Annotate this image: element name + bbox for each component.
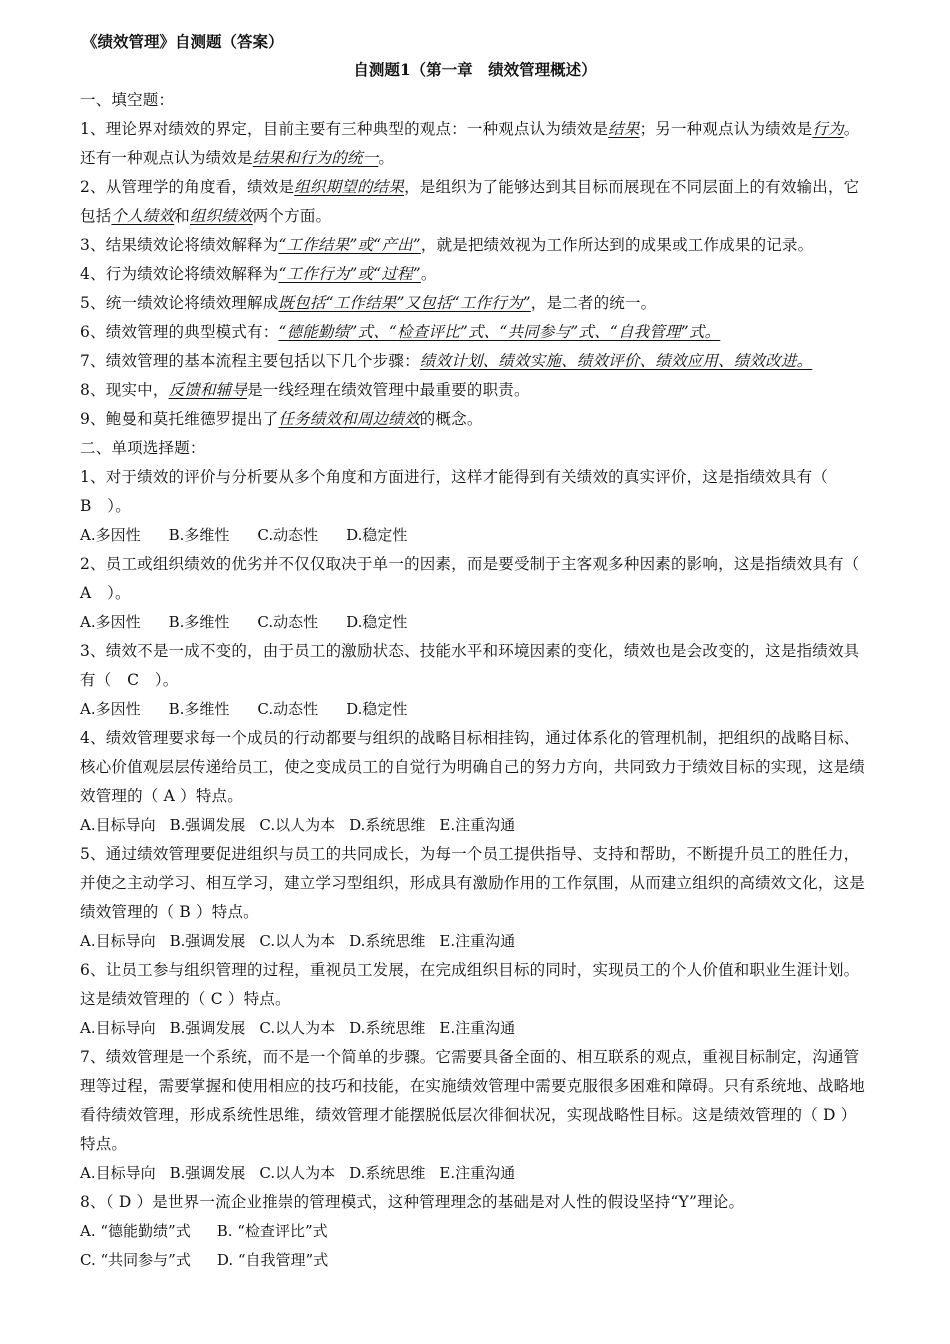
option-e: E.注重沟通 bbox=[439, 1164, 516, 1182]
choice-question-5: 5、通过绩效管理要促进组织与员工的共同成长，为每一个员工提供指导、支持和帮助，不断提升员工的胜任力，并使之主动学习、相互学习，建立学习型组织，形成具有激励作用的工作氛围，从而建立组织的高绩效文化，这是绩效管理的（ B ）特点。 bbox=[80, 845, 866, 921]
answer-blank: 既包括“工作结果”又包括“工作行为” bbox=[278, 294, 531, 312]
option-d: D.系统思维 bbox=[349, 932, 426, 950]
option-c: C.以人为本 bbox=[259, 816, 336, 834]
option-b: B.强调发展 bbox=[169, 816, 246, 834]
option-b: B.多维性 bbox=[168, 613, 230, 631]
fill-question-5: 5、统一绩效论将绩效理解成既包括“工作结果”又包括“工作行为”，是二者的统一。 bbox=[80, 294, 657, 312]
option-c: C. “共同参与”式 bbox=[80, 1251, 191, 1269]
option-b: B.多维性 bbox=[168, 526, 230, 544]
answer-blank: “德能勤绩”式、“检查评比”式、“共同参与”式、“自我管理”式。 bbox=[278, 323, 721, 341]
choice-question-8: 8、（ D ）是世界一流企业推崇的管理模式，这种管理理念的基础是对人性的假设坚持“Y”理论。 bbox=[80, 1193, 745, 1211]
choice-options bbox=[80, 1159, 870, 1187]
option-b: B. “检查评比”式 bbox=[216, 1222, 328, 1240]
choice-options bbox=[80, 1217, 870, 1245]
option-a: A.目标导向 bbox=[80, 1019, 156, 1037]
fill-question-3: 3、结果绩效论将绩效解释为“工作结果”或“产出”，就是把绩效视为工作所达到的成果或工作成果的记录。 bbox=[80, 236, 814, 254]
option-e: E.注重沟通 bbox=[439, 816, 516, 834]
choice-options bbox=[80, 1246, 870, 1274]
fill-question-8: 8、现实中，反馈和辅导是一线经理在绩效管理中最重要的职责。 bbox=[80, 381, 530, 399]
document-page bbox=[80, 30, 876, 1275]
option-e: E.注重沟通 bbox=[439, 932, 516, 950]
option-b: B.多维性 bbox=[168, 700, 230, 718]
answer-blank: 个人绩效 bbox=[111, 207, 175, 225]
choice-options bbox=[80, 695, 870, 723]
fill-question-2: 2、从管理学的角度看，绩效是组织期望的结果，是组织为了能够达到其目标而展现在不同层面上的有效输出，它包括个人绩效和组织绩效两个方面。 bbox=[80, 178, 860, 225]
choice-options bbox=[80, 608, 870, 636]
option-a: A. “德能勤绩”式 bbox=[80, 1222, 191, 1240]
answer-blank: 行为 bbox=[812, 120, 844, 138]
option-b: B.强调发展 bbox=[169, 1164, 246, 1182]
option-c: C.以人为本 bbox=[259, 932, 336, 950]
fill-question-7: 7、绩效管理的基本流程主要包括以下几个步骤：绩效计划、绩效实施、绩效评价、绩效应用、绩效改进。 bbox=[80, 352, 813, 370]
fill-question-4: 4、行为绩效论将绩效解释为“工作行为”或“过程”。 bbox=[80, 265, 437, 283]
option-a: A.目标导向 bbox=[80, 816, 156, 834]
choice-question-1: 1、对于绩效的评价与分析要从多个角度和方面进行，这样才能得到有关绩效的真实评价，这是指绩效具有（ B ）。 bbox=[80, 468, 844, 515]
option-d: D.系统思维 bbox=[349, 1164, 426, 1182]
choice-options bbox=[80, 1014, 870, 1042]
option-e: E.注重沟通 bbox=[439, 1019, 516, 1037]
fill-question-1: 1、理论界对绩效的界定，目前主要有三种典型的观点：一种观点认为绩效是结果；另一种观点认为绩效是行为。还有一种观点认为绩效是结果和行为的统一。 bbox=[80, 120, 860, 167]
option-b: B.强调发展 bbox=[169, 1019, 246, 1037]
option-c: C.动态性 bbox=[257, 700, 319, 718]
option-d: D.稳定性 bbox=[346, 613, 408, 631]
answer-blank: 结果 bbox=[608, 120, 640, 138]
answer-blank: “工作结果”或“产出” bbox=[278, 236, 421, 254]
answer-blank: 组织绩效 bbox=[189, 207, 253, 225]
choice-question-3: 3、绩效不是一成不变的，由于员工的激励状态、技能水平和环境因素的变化，绩效也是会改变的，这是指绩效具有（ C ）。 bbox=[80, 642, 860, 689]
choice-options bbox=[80, 811, 870, 839]
option-c: C.以人为本 bbox=[259, 1019, 336, 1037]
option-c: C.动态性 bbox=[257, 613, 319, 631]
choice-question-4: 4、绩效管理要求每一个成员的行动都要与组织的战略目标相挂钩，通过体系化的管理机制，把组织的战略目标、核心价值观层层传递给员工，使之变成员工的自觉行为明确自己的努力方向，共同致力于绩效目标的实现，这是绩效管理的（ A ）特点。 bbox=[80, 729, 866, 805]
answer-blank: 组织期望的结果 bbox=[294, 178, 405, 196]
choice-question-2: 2、员工或组织绩效的优劣并不仅仅取决于单一的因素，而是要受制于主客观多种因素的影响，这是指绩效具有（ A ）。 bbox=[80, 555, 876, 602]
answer-blank: 任务绩效和周边绩效 bbox=[278, 410, 420, 428]
fill-section-heading: 一、填空题： bbox=[80, 91, 175, 109]
choice-question-6: 6、让员工参与组织管理的过程，重视员工发展，在完成组织目标的同时，实现员工的个人价值和职业生涯计划。这是绩效管理的（ C ）特点。 bbox=[80, 961, 860, 1008]
document-title: 《绩效管理》自测题（答案） bbox=[82, 32, 284, 51]
option-c: C.以人为本 bbox=[259, 1164, 336, 1182]
answer-blank: 绩效计划、绩效实施、绩效评价、绩效应用、绩效改进。 bbox=[419, 352, 813, 370]
fill-question-6: 6、绩效管理的典型模式有：“德能勤绩”式、“检查评比”式、“共同参与”式、“自我管理”式。 bbox=[80, 323, 721, 341]
choice-section-heading: 二、单项选择题： bbox=[80, 439, 206, 457]
option-a: A.多因性 bbox=[80, 613, 141, 631]
option-b: B.强调发展 bbox=[169, 932, 246, 950]
option-d: D.系统思维 bbox=[349, 816, 426, 834]
fill-question-9: 9、鲍曼和莫托维德罗提出了任务绩效和周边绩效的概念。 bbox=[80, 410, 483, 428]
answer-blank: “工作行为”或“过程” bbox=[278, 265, 421, 283]
option-a: A.目标导向 bbox=[80, 932, 156, 950]
choice-options bbox=[80, 521, 870, 549]
option-d: D. “自我管理”式 bbox=[216, 1251, 329, 1269]
option-d: D.系统思维 bbox=[349, 1019, 426, 1037]
choice-options bbox=[80, 927, 870, 955]
option-a: A.目标导向 bbox=[80, 1164, 156, 1182]
choice-question-7: 7、绩效管理是一个系统，而不是一个简单的步骤。它需要具备全面的、相互联系的观点，重视目标制定，沟通管理等过程，需要掌握和使用相应的技巧和技能，在实施绩效管理中需要克服很多困难和障碍。只有系统地、战略地看待绩效管理，形成系统性思维，绩效管理才能摆脱低层次徘徊状况，实现战略性目标。这是绩效管理的（ D ）特点。 bbox=[80, 1048, 866, 1153]
option-d: D.稳定性 bbox=[346, 700, 408, 718]
answer-blank: 反馈和辅导 bbox=[168, 381, 248, 399]
option-a: A.多因性 bbox=[80, 700, 141, 718]
answer-blank: 结果和行为的统一 bbox=[252, 149, 379, 167]
option-a: A.多因性 bbox=[80, 526, 141, 544]
option-d: D.稳定性 bbox=[346, 526, 408, 544]
chapter-heading: 自测题1（第一章 绩效管理概述） bbox=[353, 60, 597, 79]
option-c: C.动态性 bbox=[257, 526, 319, 544]
